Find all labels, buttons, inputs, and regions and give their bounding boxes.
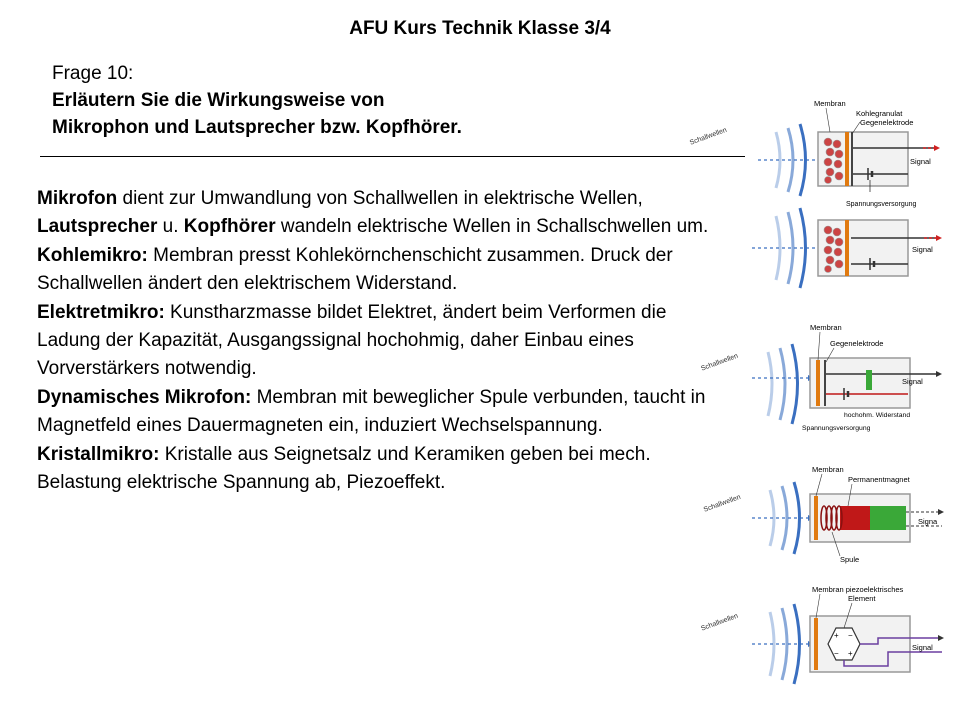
- label-schallwellen: Schallwellen: [702, 493, 742, 514]
- text-segment: Kunstharzmasse bildet Elektret, ändert beim Verformen die Ladung der Kapazität, Ausgangssignal hochohmig, daher Einbau eines Vorverstärkers notwendig.: [37, 301, 667, 380]
- text-segment: u.: [157, 216, 184, 238]
- svg-text:−: −: [848, 631, 853, 640]
- divider-line: [40, 156, 745, 157]
- keyword-dynamisches-mikrofon: Dynamisches Mikrofon:: [37, 386, 252, 408]
- label-schallwellen: Schallwellen: [688, 126, 728, 147]
- label-widerstand: hochohm. Widerstand: [844, 412, 911, 419]
- text-segment: dient zur Umwandlung von Schallwellen in elektrische Wellen,: [117, 188, 643, 209]
- label-signal: Signa: [918, 517, 938, 526]
- keyword-kopfhoerer: Kopfhörer: [183, 216, 276, 238]
- label-membran: Membran: [810, 323, 842, 332]
- diagram-elektretmikrofon: [700, 322, 948, 442]
- membrane: [845, 132, 849, 186]
- keyword-kohlemikro: Kohlemikro:: [37, 244, 148, 266]
- question-line-2: Mikrophon und Lautsprecher bzw. Kopfhörer.: [52, 117, 462, 138]
- label-membran: Membran piezoelektrisches: [812, 585, 904, 594]
- paragraph-dynamisches-mikrofon: [37, 384, 727, 441]
- text-segment: Membran presst Kohlekörnchenschicht zusammen. Druck der Schallwellen ändert den elektrischem Widerstand.: [37, 244, 673, 295]
- text-segment: Kristalle aus Seignetsalz und Keramiken geben bei mech. Belastung elektrische Spannung ab, Piezoeffekt.: [37, 443, 651, 494]
- answer-text: [37, 185, 727, 497]
- text-segment: Membran mit beweglicher Spule verbunden, taucht in Magnetfeld eines Dauermagneten ein, induziert Wechselspannung.: [37, 386, 706, 437]
- sound-waves-icon: [768, 344, 798, 424]
- paragraph-kristallmikro: [37, 441, 727, 498]
- label-spannungsversorgung: Spannungsversorgung: [802, 425, 871, 432]
- label-schallwellen: Schallwellen: [700, 612, 740, 633]
- label-signal: Signal: [910, 157, 931, 166]
- paragraph-mikrofon: [37, 185, 727, 242]
- membrane: [814, 496, 818, 540]
- membrane: [814, 618, 818, 670]
- text-segment: wandeln elektrische Wellen in Schallschwellen um.: [275, 216, 709, 238]
- label-element: Element: [848, 594, 876, 603]
- question-block: [52, 60, 462, 141]
- membrane: [816, 360, 820, 406]
- label-signal: Signal: [912, 643, 933, 652]
- label-schallwellen: Schallwellen: [700, 352, 740, 373]
- paragraph-kohlemikro: [37, 242, 727, 299]
- keyword-lautsprecher: Lautsprecher: [37, 216, 158, 238]
- question-number: Frage 10:: [52, 63, 134, 84]
- label-membran: Membran: [812, 465, 844, 474]
- magnet-south: [840, 506, 870, 530]
- question-line-1: Erläutern Sie die Wirkungsweise von: [52, 90, 385, 111]
- diagram-kohlemikrofon-2: [748, 200, 948, 320]
- keyword-mikrofon: Mikrofon: [37, 188, 118, 209]
- keyword-kristallmikro: Kristallmikro:: [37, 443, 160, 465]
- diagram-dynamisches-mikrofon: [702, 462, 948, 582]
- label-gegenelektrode: Gegenelektrode: [860, 118, 914, 127]
- label-membran: Membran: [814, 99, 846, 108]
- paragraph-elektretmikro: [37, 299, 727, 384]
- label-kohlegranulat: Kohlegranulat: [856, 109, 903, 118]
- slide-title: AFU Kurs Technik Klasse 3/4: [349, 18, 611, 39]
- resistor: [866, 370, 872, 390]
- label-gegenelektrode: Gegenelektrode: [830, 339, 884, 348]
- keyword-elektretmikro: Elektretmikro:: [37, 301, 165, 323]
- label-signal: Signal: [902, 377, 923, 386]
- label-signal: Signal: [912, 245, 933, 254]
- svg-text:+: +: [834, 631, 839, 640]
- diagram-kohlemikrofon: [688, 92, 948, 212]
- svg-text:−: −: [834, 649, 839, 658]
- label-spule: Spule: [840, 555, 860, 564]
- diagram-kristallmikrofon: [700, 582, 948, 702]
- membrane: [845, 220, 849, 276]
- label-spannungsversorgung: Spannungsversorgung: [846, 201, 917, 208]
- label-permanentmagnet: Permanentmagnet: [848, 475, 910, 484]
- magnet-north: [870, 506, 906, 530]
- svg-text:+: +: [848, 649, 853, 658]
